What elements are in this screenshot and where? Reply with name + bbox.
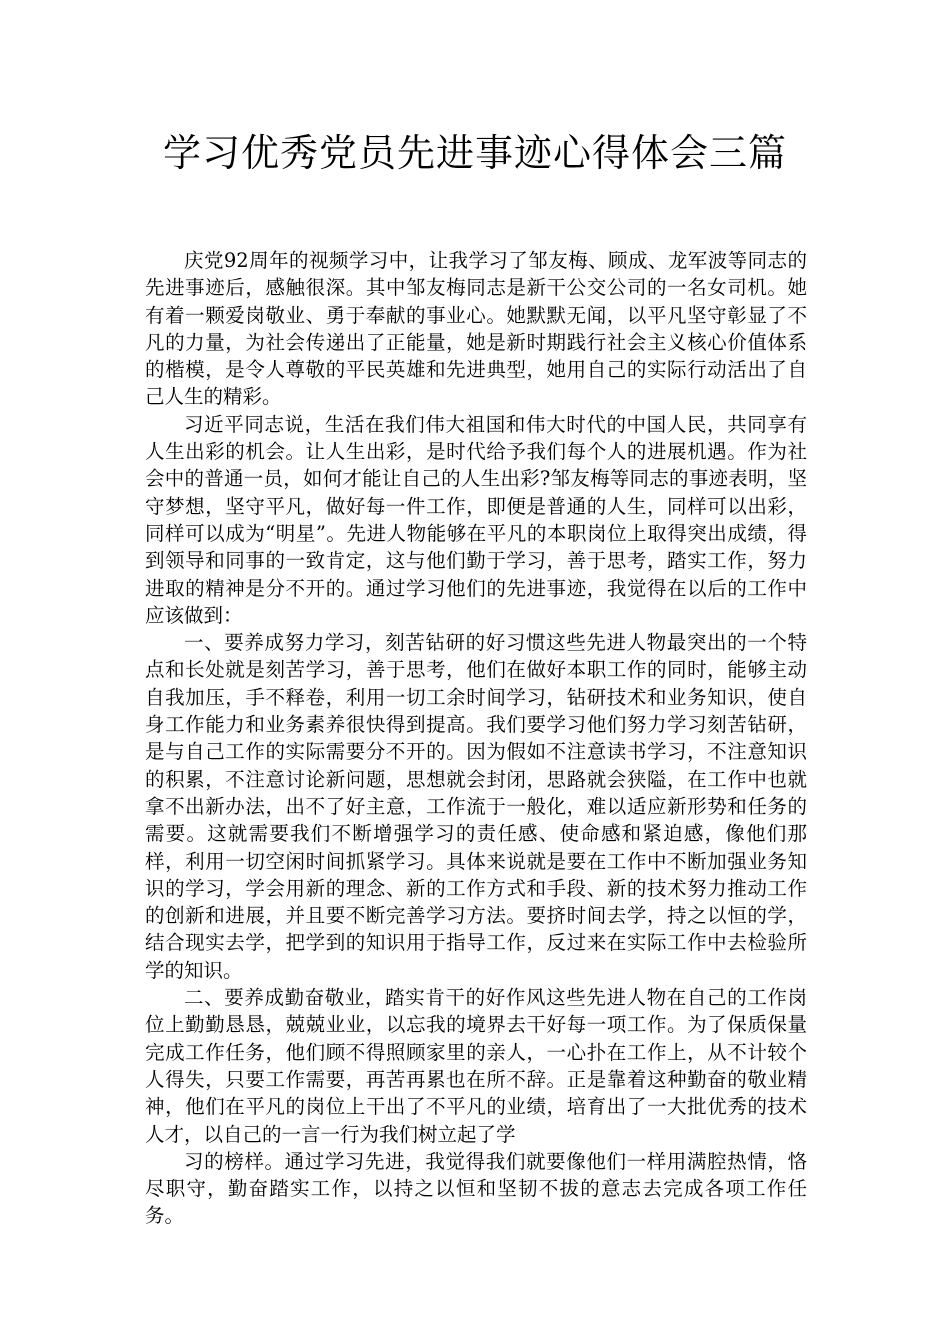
paragraph: 二、要养成勤奋敬业，踏实肯干的好作风这些先进人物在自己的工作岗位上勤勤恳恳，兢兢业业，以忘我的境界去干好每一项工作。为了保质保量完成工作任务，他们顾不得照顾家里的亲人，一心扑在工作上，从不计较个人得失，只要工作需要，再苦再累也在所不辞。正是靠着这种勤奋的敬业精神，他们在平凡的岗位上干出了不平凡的业绩，培育出了一大批优秀的技术人才，以自己的一言一行为我们树立起了学 bbox=[145, 986, 807, 1146]
document-body bbox=[145, 247, 807, 1230]
paragraph: 一、要养成努力学习，刻苦钻研的好习惯这些先进人物最突出的一个特点和长处就是刻苦学习，善于思考，他们在做好本职工作的同时，能够主动自我加压，手不释卷，利用一切工余时间学习，钻研技术和业务知识，使自身工作能力和业务素养很快得到提高。我们要学习他们努力学习刻苦钻研，是与自己工作的实际需要分不开的。因为假如不注意读书学习，不注意知识的积累，不注意讨论新问题，思想就会封闭，思路就会狭隘，在工作中也就拿不出新办法，出不了好主意，工作流于一般化，难以适应新形势和任务的需要。这就需要我们不断增强学习的责任感、使命感和紧迫感，像他们那样，利用一切空闲时间抓紧学习。具体来说就是要在工作中不断加强业务知识的学习，学会用新的理念、新的工作方式和手段、新的技术努力推动工作的创新和进展，并且要不断完善学习方法。要挤时间去学，持之以恒的学，结合现实去学，把学到的知识用于指导工作，反过来在实际工作中去检验所学的知识。 bbox=[145, 631, 807, 982]
paragraph: 习的榜样。通过学习先进，我觉得我们就要像他们一样用满腔热情，恪尽职守，勤奋踏实工作，以持之以恒和坚韧不拔的意志去完成各项工作任务。 bbox=[145, 1149, 807, 1228]
paragraph: 习近平同志说，生活在我们伟大祖国和伟大时代的中国人民，共同享有人生出彩的机会。让人生出彩，是时代给予我们每个人的进展机遇。作为社会中的普通一员，如何才能让自己的人生出彩?邹友梅等同志的事迹表明，坚守梦想，坚守平凡，做好每一件工作，即便是普通的人生，同样可以出彩，同样可以成为“明星”。先进人物能够在平凡的本职岗位上取得突出成绩，得到领导和同事的一致肯定，这与他们勤于学习，善于思考，踏实工作，努力进取的精神是分不开的。通过学习他们的先进事迹，我觉得在以后的工作中应该做到： bbox=[145, 412, 807, 627]
paragraph: 庆党92周年的视频学习中，让我学习了邹友梅、顾成、龙军波等同志的先进事迹后，感触很深。其中邹友梅同志是新干公交公司的一名女司机。她有着一颗爱岗敬业、勇于奉献的事业心。她默默无闻，以平凡坚守彰显了不凡的力量，为社会传递出了正能量，她是新时期践行社会主义核心价值体系的楷模，是令人尊敬的平民英雄和先进典型，她用自己的实际行动活出了自己人生的精彩。 bbox=[145, 249, 807, 409]
document-title: 学习优秀党员先进事迹心得体会三篇 bbox=[162, 131, 787, 175]
